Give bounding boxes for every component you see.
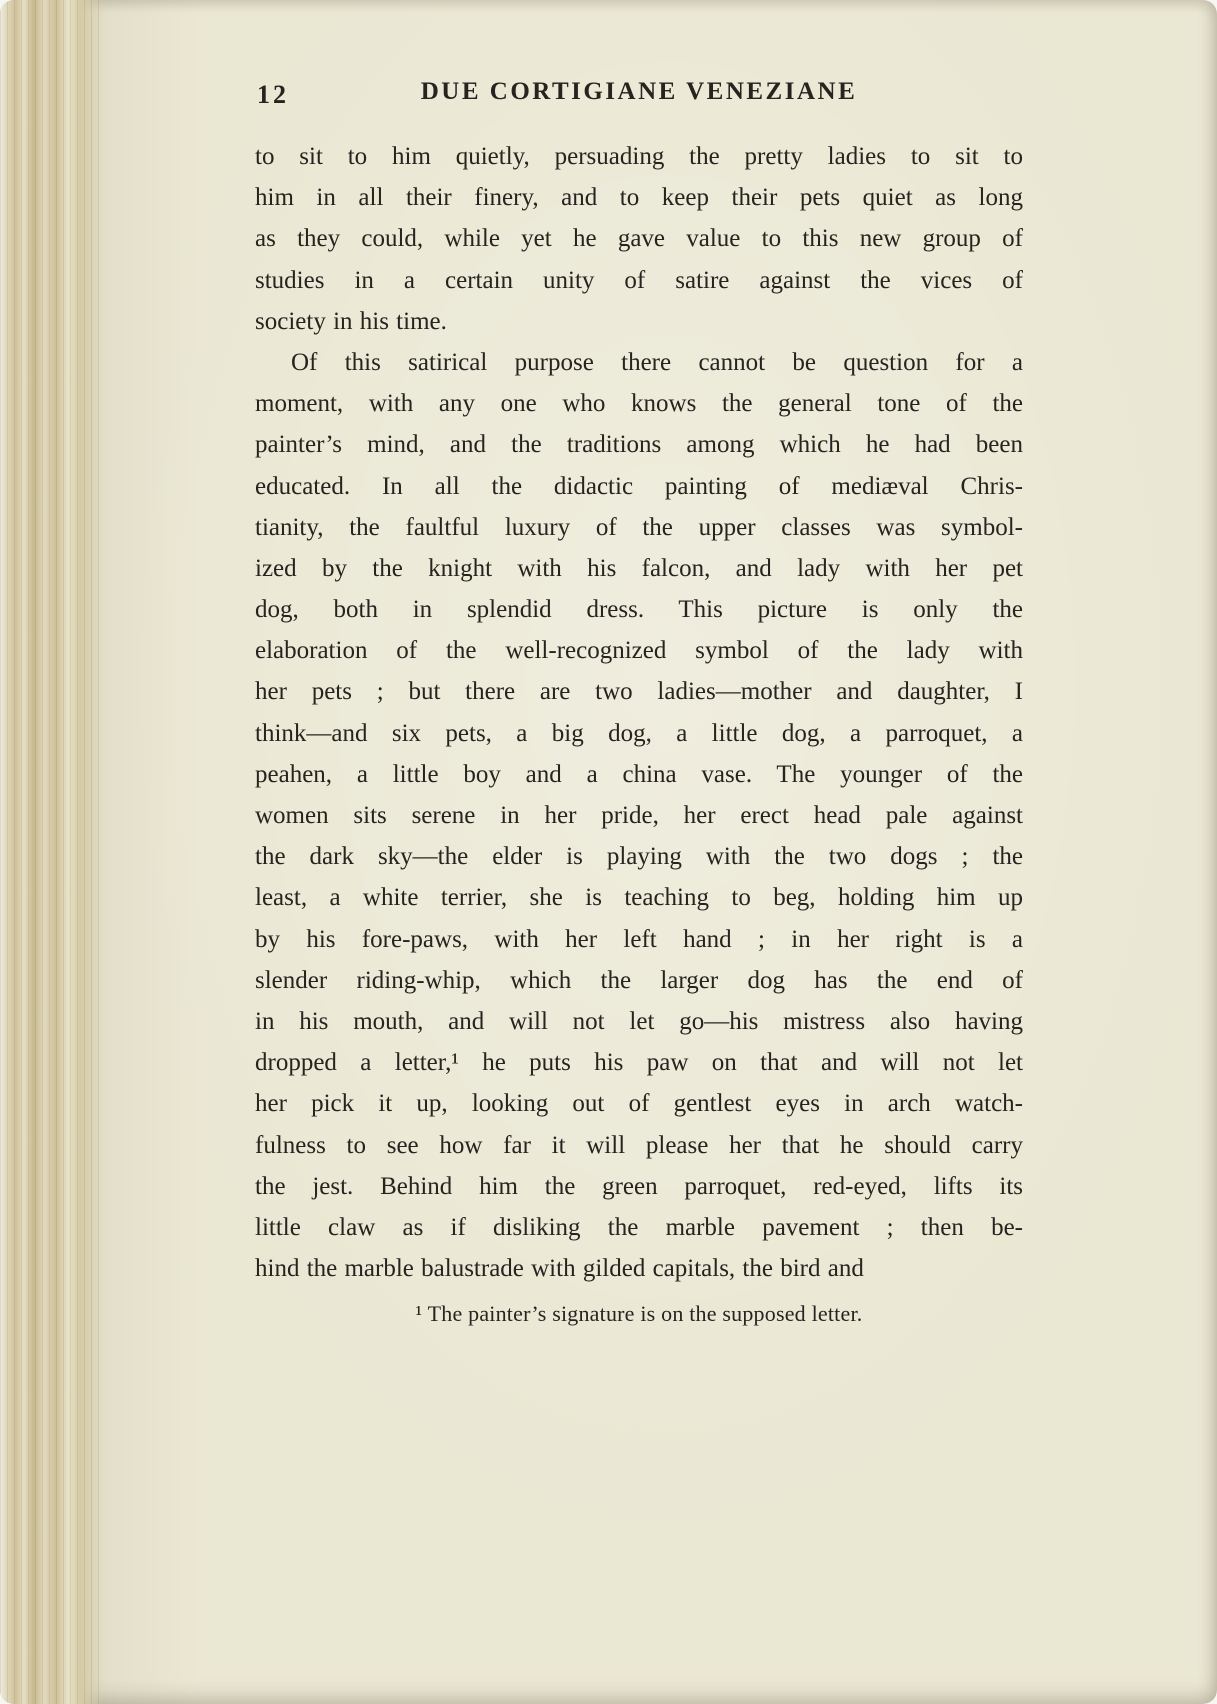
text-line: her pets ; but there are two ladies—mother and daughter, I [255,678,1023,706]
text-line: peahen, a little boy and a china vase. The younger of the [255,760,1023,788]
text-line: hind the marble balustrade with gilded capitals, the bird and [255,1255,864,1283]
text-line: as they could, while yet he gave value to this new group of [255,225,1023,253]
text-line: women sits serene in her pride, her erect head pale against [255,802,1023,829]
text-line: society in his time. [255,307,447,335]
text-line: educated. In all the didactic painting of mediæval Chris- [255,472,1023,500]
text-line: him in all their finery, and to keep their pets quiet as long [255,184,1023,212]
text-line: in his mouth, and will not let go—his mistress also having [255,1007,1023,1035]
text-block [255,136,1023,1289]
page-header [255,78,1023,112]
text-line: dog, both in splendid dress. This picture is only the [255,596,1023,624]
book-binding-edge [0,0,104,1704]
page-number: 12 [257,80,289,109]
text-line: little claw as if disliking the marble pavement ; then be- [255,1213,1023,1241]
text-line: painter’s mind, and the traditions among which he had been [255,431,1023,459]
text-line: least, a white terrier, she is teaching to beg, holding him up [255,884,1023,912]
page-content [255,78,1023,1327]
text-line: her pick it up, looking out of gentlest eyes in arch watch- [255,1090,1023,1118]
text-line: slender riding-whip, which the larger dog has the end of [255,966,1023,994]
text-line: to sit to him quietly, persuading the pretty ladies to sit to [255,143,1023,170]
running-title: DUE CORTIGIANE VENEZIANE [420,78,858,105]
text-line: elaboration of the well-recognized symbol of the lady with [255,637,1023,665]
text-line: by his fore-paws, with her left hand ; in her right is a [255,925,1023,953]
footnote: ¹ The painter’s signature is on the supposed letter. [415,1301,863,1327]
text-line: the dark sky—the elder is playing with the two dogs ; the [255,843,1023,871]
text-line: dropped a letter,¹ he puts his paw on that and will not let [255,1049,1023,1077]
text-line: the jest. Behind him the green parroquet, red-eyed, lifts its [255,1172,1023,1200]
text-line: moment, with any one who knows the general tone of the [255,390,1023,418]
text-line: Of this satirical purpose there cannot be question for a [291,348,1023,376]
text-line: tianity, the faultful luxury of the upper classes was symbol- [255,513,1023,541]
text-line: ized by the knight with his falcon, and lady with her pet [255,554,1023,582]
text-line: think—and six pets, a big dog, a little dog, a parroquet, a [255,719,1023,747]
text-line: fulness to see how far it will please her that he should carry [255,1131,1023,1159]
text-line: studies in a certain unity of satire against the vices of [255,266,1023,294]
